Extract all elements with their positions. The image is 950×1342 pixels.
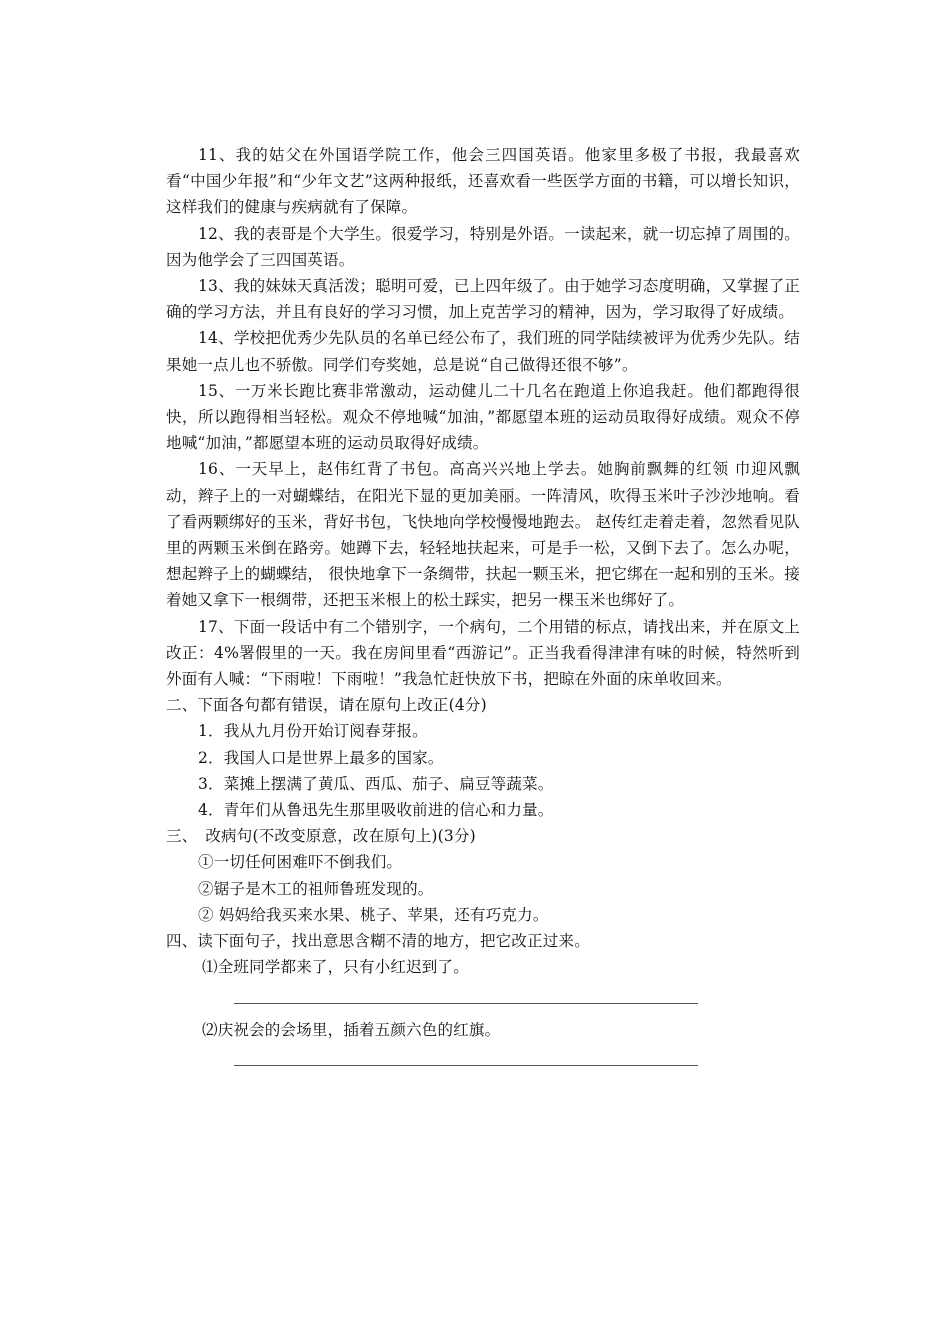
document-content: [166, 142, 800, 1079]
paragraph-12: 12、我的表哥是个大学生。很爱学习，特别是外语。一读起来，就一切忘掉了周围的。因为他学会了三四国英语。: [166, 224, 800, 269]
section-2-item: 1．我从九月份开始订阅春芽报。: [198, 722, 428, 741]
paragraph-14: 14、学校把优秀少先队员的名单已经公布了，我们班的同学陆续被评为优秀少先队。结果她一点儿也不骄傲。同学们夸奖她，总是说“自己做得还很不够”。: [166, 329, 800, 374]
section-2-heading: 二、下面各句都有错误，请在原句上改正(4分): [166, 696, 487, 715]
section-2-item: 3．菜摊上摆满了黄瓜、西瓜、茄子、扁豆等蔬菜。: [198, 774, 554, 793]
answer-line[interactable]: [234, 1003, 698, 1004]
paragraph-16: 16、一天早上，赵伟红背了书包。高高兴兴地上学去。她胸前飘舞的红领 巾迎风飘动，辫子上的一对蝴蝶结，在阳光下显的更加美丽。一阵清风，吹得玉米叶子沙沙地响。看了看两颗绑好的玉米，背好书包，飞快地向学校慢慢地跑去。 赵传红走着走着，忽然看见队里的两颗玉米倒在路旁。她蹲下去，轻轻地扶起来，可是手一松，又倒下去了。怎么办呢，想起辫子上的蝴蝶结， 很快地拿下一条绸带，扶起一颗玉米，把它绑在一起和别的玉米。接着她又拿下一根绸带，还把玉米根上的松土踩实，把另一棵玉米也绑好了。: [166, 460, 800, 610]
section-2-item: 2．我国人口是世界上最多的国家。: [198, 748, 444, 767]
section-4-question: ⑴全班同学都来了，只有小红迟到了。: [202, 958, 469, 977]
section-4-question: ⑵庆祝会的会场里，插着五颜六色的红旗。: [202, 1020, 501, 1039]
paragraph-13: 13、我的妹妹天真活泼；聪明可爱，已上四年级了。由于她学习态度明确，又掌握了正确的学习方法，并且有良好的学习习惯，加上克苦学习的精神，因为，学习取得了好成绩。: [166, 277, 800, 322]
section-3-heading: 三、 改病句(不改变原意，改在原句上)(3分): [166, 827, 476, 846]
paragraph-11: 11、我的姑父在外国语学院工作，他会三四国英语。他家里多极了书报，我最喜欢看“中国少年报”和“少年文艺”这两种报纸，还喜欢看一些医学方面的书籍，可以增长知识，这样我们的健康与疾病就有了保障。: [166, 146, 800, 217]
section-4-heading: 四、读下面句子，找出意思含糊不清的地方，把它改正过来。: [166, 932, 590, 951]
section-2-item: 4．青年们从鲁迅先生那里吸收前进的信心和力量。: [198, 801, 554, 820]
paragraph-17: 17、下面一段话中有二个错别字，一个病句，二个用错的标点，请找出来，并在原文上改正：4%署假里的一天。我在房间里看“西游记”。正当我看得津津有味的时候，特然听到外面有人喊：“下雨啦！下雨啦！”我急忙赶快放下书，把晾在外面的床单收回来。: [166, 617, 800, 689]
section-3-item: ② 妈妈给我买来水果、桃子、苹果，还有巧克力。: [198, 905, 549, 924]
paragraph-15: 15、一万米长跑比赛非常激动，运动健儿二十几名在跑道上你追我赶。他们都跑得很快，所以跑得相当轻松。观众不停地喊“加油，”都愿望本班的运动员取得好成绩。观众不停地喊“加油，”都愿望本班的运动员取得好成绩。: [166, 381, 800, 453]
answer-line[interactable]: [234, 1065, 698, 1066]
section-3-item: ①一切任何困难吓不倒我们。: [198, 853, 403, 872]
section-3-item: ②锯子是木工的祖师鲁班发现的。: [198, 879, 434, 898]
